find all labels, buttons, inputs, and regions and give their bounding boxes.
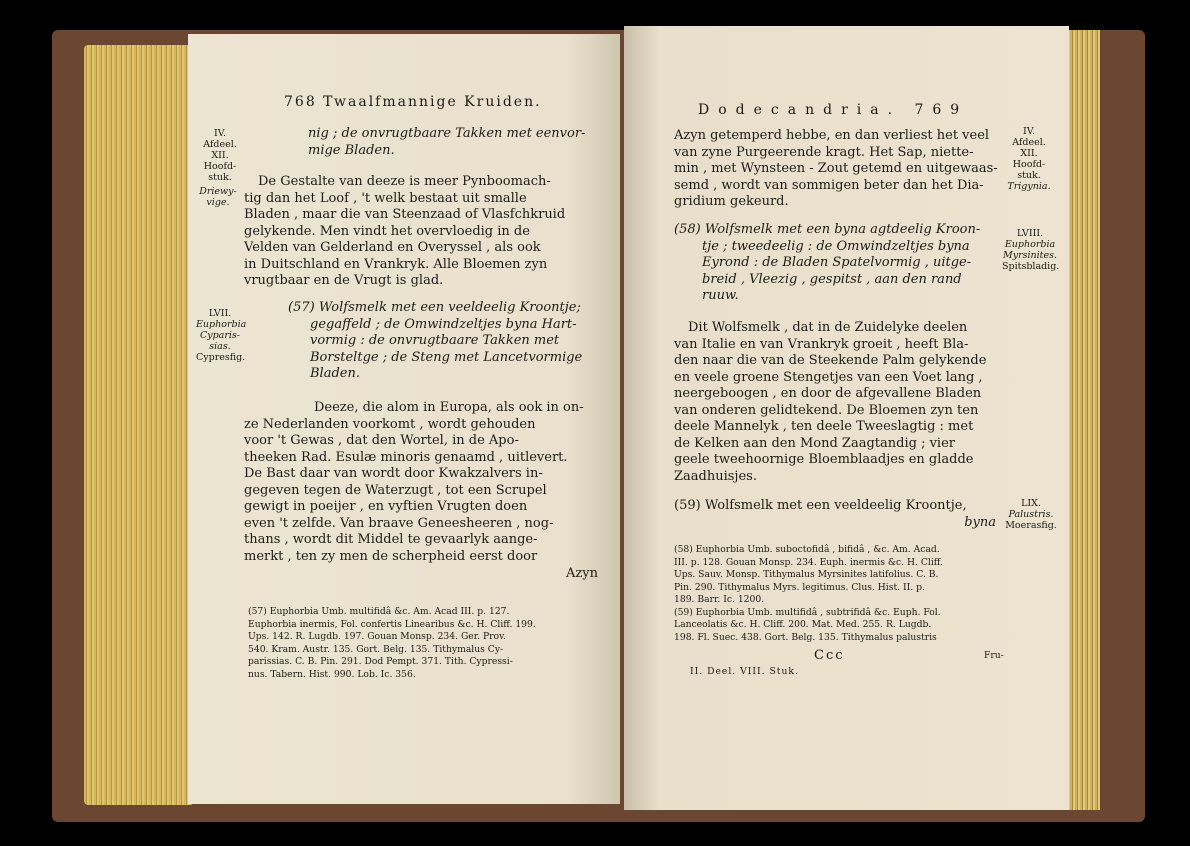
margin-line: Palustris. <box>1008 509 1054 520</box>
text-line: ruuw. <box>702 288 739 303</box>
footnote-line: 189. Barr. Ic. 1200. <box>674 594 765 605</box>
margin-line: Driewy- <box>199 186 237 197</box>
margin-line: LIX. <box>1021 498 1041 509</box>
text-line: (57) Wolfsmelk met een veeldeelig Kroontje; <box>288 300 581 315</box>
margin-line: Afdeel. <box>203 139 237 150</box>
margin-line: LVII. <box>208 308 232 319</box>
left-margin-driewy <box>196 186 240 208</box>
left-paragraph-1 <box>244 174 600 290</box>
footnote-line: III. p. 128. Gouan Monsp. 234. Euph. inermis &c. H. Cliff. <box>674 556 943 568</box>
text-line: gridium gekeurd. <box>674 194 789 209</box>
left-intro <box>308 126 600 159</box>
margin-line: IV. <box>214 128 226 139</box>
margin-line: LVIII. <box>1016 228 1044 239</box>
text-line: De Bast daar van wordt door Kwakzalvers in- <box>244 466 543 481</box>
text-line: deele Mannelyk , ten deele Tweeslagtig : met <box>674 419 974 434</box>
margin-line: Cyparis- <box>199 330 241 341</box>
text-line: Eyrond : de Bladen Spatelvormig , uitge- <box>702 255 972 270</box>
text-line: min , met Wynsteen - Zout getemd en uitgewaas- <box>674 161 998 176</box>
footnote-line: Euphorbia inermis, Fol. confertis Linearibus &c. H. Cliff. 199. <box>248 618 536 630</box>
right-footnote <box>674 544 1018 644</box>
text-line: van zyne Purgeerende kragt. Het Sap, niette- <box>674 144 974 160</box>
text-line: den naar die van de Steekende Palm gelykende <box>674 353 987 368</box>
margin-line: Afdeel. <box>1012 137 1046 148</box>
species-58 <box>674 222 996 305</box>
right-paragraph-1 <box>674 128 996 211</box>
text-line: nig ; de onvrugtbaare Takken met eenvor- <box>308 126 586 141</box>
text-line: Dit Wolfsmelk , dat in de Zuidelyke deelen <box>688 320 968 335</box>
volume-line: II. Deel. VIII. Stuk. <box>690 666 799 677</box>
right-catchword: Fru- <box>984 650 1004 661</box>
text-line: de Kelken aan den Mond Zaagtandig ; vier <box>674 435 955 451</box>
margin-line: vige. <box>206 197 230 208</box>
margin-line: Euphorbia <box>196 319 247 330</box>
margin-line: XII. <box>211 150 229 161</box>
footnote-line: 540. Kram. Austr. 135. Gort. Belg. 135. Tithymalus Cy- <box>248 643 504 655</box>
footnote-line: nus. Tabern. Hist. 990. Lob. Ic. 356. <box>248 668 416 680</box>
text-line: byna <box>964 514 996 530</box>
footnote-line: Pin. 290. Tithymalus Myrs. legitimus. Clus. Hist. II. p. <box>674 581 925 593</box>
margin-line: Trigynia. <box>1007 181 1051 192</box>
species-57 <box>288 300 600 383</box>
text-line: tig dan het Loof , 't welk bestaat uit smalle <box>244 190 527 206</box>
text-line: van onderen gelidtekend. De Bloemen zyn ten <box>674 402 979 418</box>
text-line: gewigt in poeijer , en vyftien Vrugten doen <box>244 499 528 514</box>
left-page <box>188 34 620 804</box>
text-line: semd , wordt van sommigen beter dan het Dia- <box>674 177 984 193</box>
footnote-line: (57) Euphorbia Umb. multifidâ &c. Am. Acad III. p. 127. <box>248 606 510 617</box>
margin-line: sias. <box>209 341 231 352</box>
text-line: (59) Wolfsmelk met een veeldeelig Kroontje, <box>674 498 967 513</box>
margin-line: Myrsinites. <box>1002 250 1058 261</box>
text-line: De Gestalte van deeze is meer Pynboomach- <box>258 174 551 189</box>
text-line: even 't zelfde. Van braave Geneesheeren , nog- <box>244 515 554 531</box>
left-margin-section <box>198 128 242 183</box>
text-line: Velden van Gelderland en Overyssel , als ook <box>244 240 541 255</box>
text-line: Deeze, die alom in Europa, als ook in on- <box>314 400 584 415</box>
text-line: Bladen , maar die van Steenzaad of Vlasfchkruid <box>244 207 566 222</box>
margin-line: IV. <box>1023 126 1035 137</box>
left-paragraph-2 <box>244 400 600 565</box>
text-line: Bladen. <box>310 366 360 381</box>
footnote-line: (59) Euphorbia Umb. multifidâ , subtrifidâ &c. Euph. Fol. <box>674 606 941 618</box>
text-line: voor 't Gewas , dat den Wortel, in de Apo- <box>244 433 519 448</box>
left-running-head: 768 Twaalfmannige Kruiden. <box>284 94 542 110</box>
text-line: (58) Wolfsmelk met een byna agtdeelig Kroon- <box>674 222 981 237</box>
text-line: merkt , ten zy men de scherpheid eerst door <box>244 548 538 564</box>
margin-line: Cypresfig. <box>196 352 246 363</box>
margin-line: Euphorbia <box>1004 239 1056 250</box>
right-margin-lviii <box>1002 228 1058 272</box>
text-line: breid , Vleezig , gespitst , aan den rand <box>702 271 962 287</box>
text-line: van Italie en van Vrankryk groeit , heeft Bla- <box>674 336 969 352</box>
text-line: Borsteltge ; de Steng met Lancetvormige <box>310 349 583 365</box>
text-line: ze Nederlanden voorkomt , wordt gehouden <box>244 416 536 432</box>
text-line: thans , wordt dit Middel te gevaarlyk aange- <box>244 532 538 547</box>
margin-line: Hoofd- <box>203 161 237 172</box>
margin-line: stuk. <box>208 172 232 183</box>
text-line: theeken Rad. Esulæ minoris genaamd , uitlevert. <box>244 449 568 465</box>
footnote-line: Ups. Sauv. Monsp. Tithymalus Myrsinites latifolius. C. B. <box>674 569 939 580</box>
margin-line: Hoofd- <box>1012 159 1046 170</box>
left-catchword: Azyn <box>566 566 598 581</box>
right-margin-section <box>1004 126 1054 192</box>
margin-line: stuk. <box>1017 170 1041 181</box>
margin-line: XII. <box>1020 148 1038 159</box>
margin-line: Moerasfig. <box>1005 520 1057 531</box>
text-line: in Duitschland en Vrankryk. Alle Bloemen zyn <box>244 256 548 272</box>
footnote-line: 198. Fl. Suec. 438. Gort. Belg. 135. Tithymalus palustris <box>674 631 937 643</box>
margin-line: Spitsbladig. <box>1002 261 1060 272</box>
text-line: geele tweehoornige Bloemblaadjes en gladde <box>674 452 974 467</box>
right-page <box>624 26 1069 810</box>
right-paragraph-2 <box>674 320 996 485</box>
footnote-line: Lanceolatis &c. H. Cliff. 200. Mat. Med. 255. R. Lugdb. <box>674 619 932 630</box>
text-line: en veele groene Stengetjes van een Voet lang , <box>674 369 983 385</box>
left-margin-lvii <box>196 308 247 363</box>
text-line: Zaadhuisjes. <box>674 468 757 484</box>
text-line: vormig : de onvrugtbaare Takken met <box>310 333 560 348</box>
text-line: neergeboogen , en door de afgevallene Bladen <box>674 386 982 401</box>
page-edges-left <box>84 45 192 805</box>
text-line: gegeven tegen de Waterzugt , tot een Scrupel <box>244 482 547 498</box>
text-line: gelykende. Men vindt het overvloedig in de <box>244 223 530 239</box>
text-line: mige Bladen. <box>308 142 395 158</box>
species-59 <box>674 498 996 531</box>
text-line: vrugtbaar en de Vrugt is glad. <box>244 273 444 288</box>
signature-mark: Ccc <box>814 648 845 663</box>
right-margin-lix <box>1002 498 1060 531</box>
footnote-line: parissias. C. B. Pin. 291. Dod Pempt. 371. Tith. Cypressi- <box>248 656 513 667</box>
text-line: gegaffeld ; de Omwindzeltjes byna Hart- <box>310 316 577 332</box>
text-line: tje ; tweedeelig : de Omwindzeltjes byna <box>702 238 970 254</box>
footnote-line: Ups. 142. R. Lugdb. 197. Gouan Monsp. 234. Ger. Prov. <box>248 631 507 642</box>
footnote-line: (58) Euphorbia Umb. suboctofidâ , bifidâ , &c. Am. Acad. <box>674 544 940 555</box>
right-running-head: Dodecandria. 769 <box>698 102 969 118</box>
text-line: Azyn getemperd hebbe, en dan verliest het veel <box>674 128 990 143</box>
left-footnote <box>248 606 600 681</box>
